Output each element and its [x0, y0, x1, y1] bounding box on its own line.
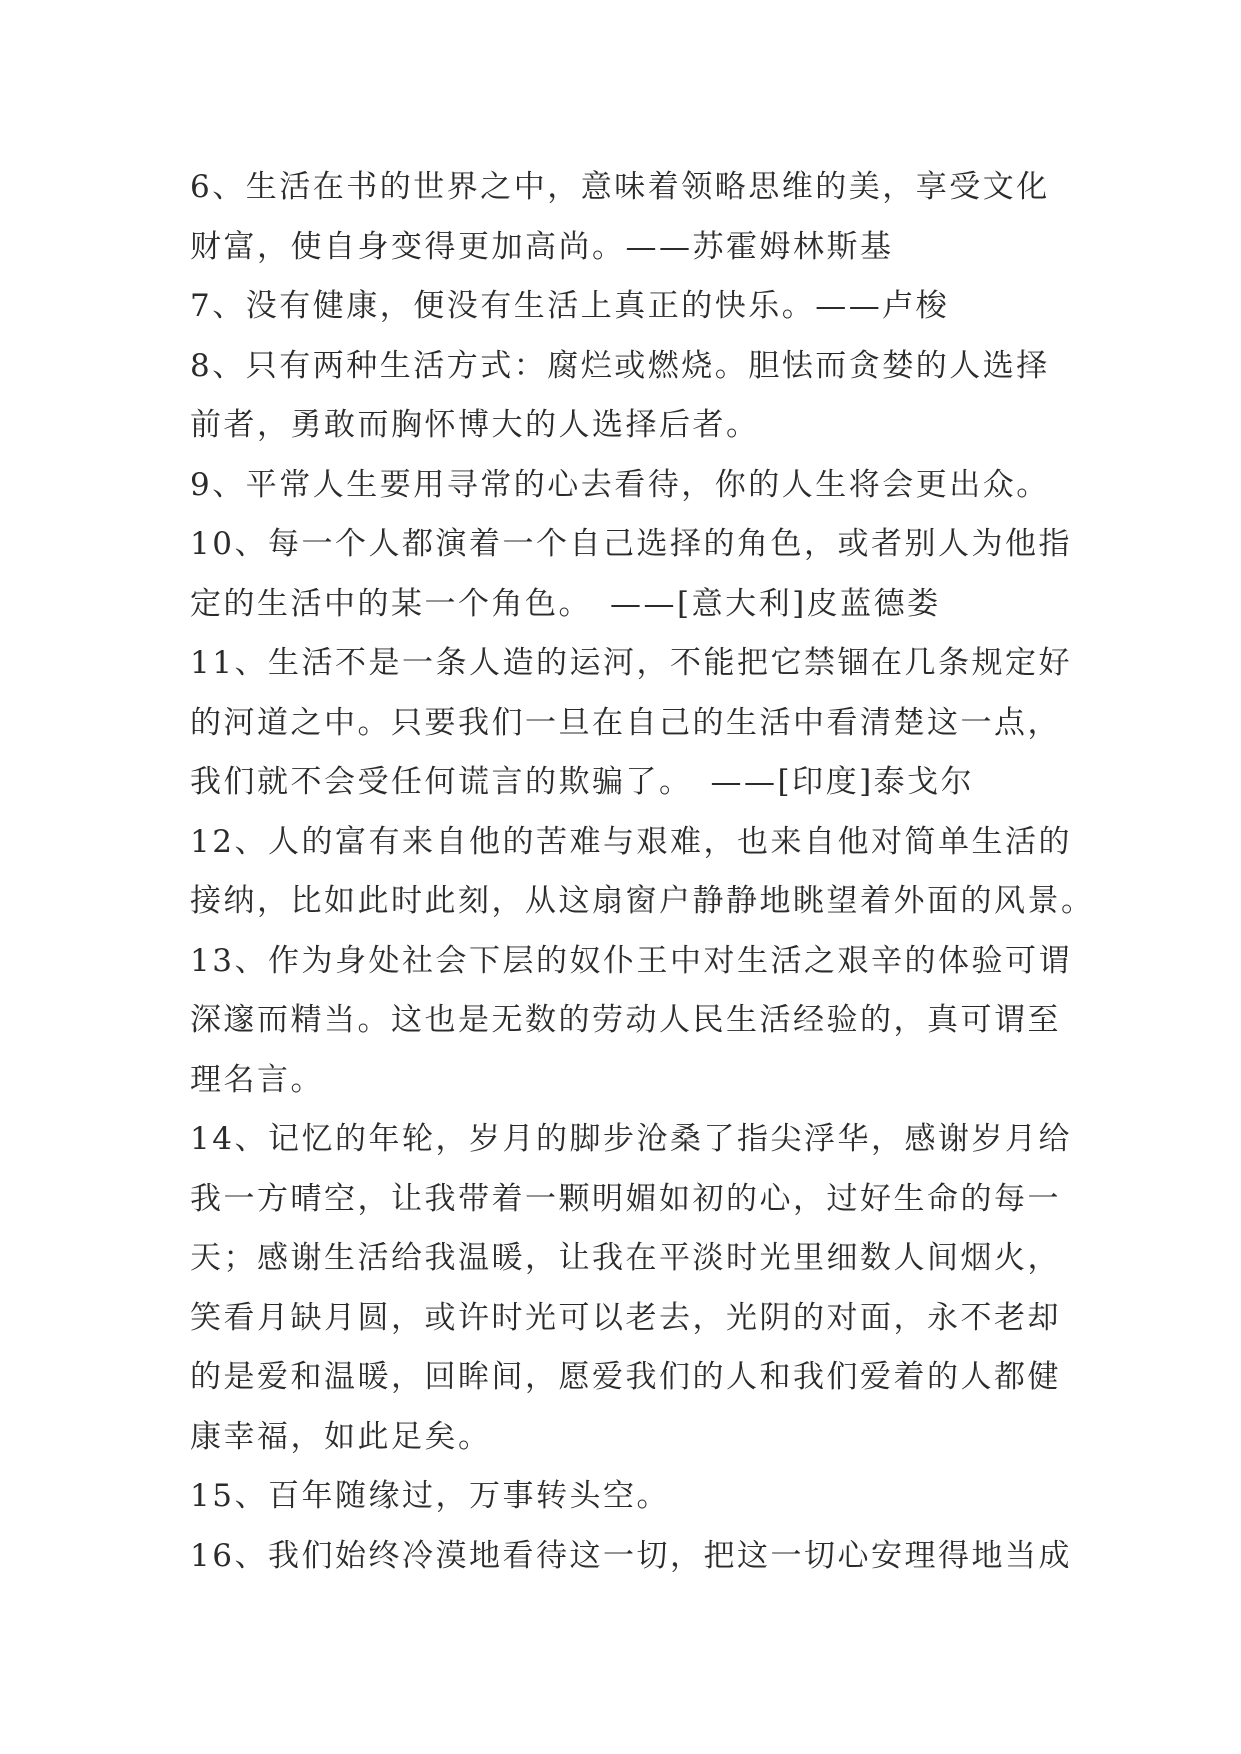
document-body: [190, 158, 1095, 1586]
text-line: 11、生活不是一条人造的运河，不能把它禁锢在几条规定好: [190, 645, 1072, 681]
text-line: 天；感谢生活给我温暖，让我在平淡时光里细数人间烟火，: [190, 1240, 1061, 1276]
text-line: 15、百年随缘过，万事转头空。: [190, 1478, 670, 1514]
text-line: 13、作为身处社会下层的奴仆王中对生活之艰辛的体验可谓: [190, 942, 1072, 979]
text-line: 12、人的富有来自他的苦难与艰难，也来自他对简单生活的: [190, 823, 1072, 860]
text-line: 深邃而精当。这也是无数的劳动人民生活经验的，真可谓至: [190, 1002, 1061, 1038]
text-line: 定的生活中的某一个角色。 ——[意大利]皮蓝德娄: [190, 585, 941, 622]
text-line: 前者，勇敢而胸怀博大的人选择后者。: [190, 407, 760, 443]
text-line: 笑看月缺月圆，或许时光可以老去，光阴的对面，永不老却: [190, 1299, 1061, 1336]
text-line: 的河道之中。只要我们一旦在自己的生活中看清楚这一点，: [190, 704, 1061, 741]
text-line: 10、每一个人都演着一个自己选择的角色，或者别人为他指: [190, 526, 1072, 562]
text-line: 14、记忆的年轮，岁月的脚步沧桑了指尖浮华，感谢岁月给: [190, 1121, 1072, 1157]
text-line: 的是爱和温暖，回眸间，愿爱我们的人和我们爱着的人都健: [190, 1359, 1061, 1395]
text-line: 9、平常人生要用寻常的心去看待，你的人生将会更出众。: [190, 466, 1050, 503]
text-line: 7、没有健康，便没有生活上真正的快乐。——卢梭: [190, 288, 950, 324]
text-line: 我一方晴空，让我带着一颗明媚如初的心，过好生命的每一: [190, 1180, 1061, 1217]
text-line: 财富，使自身变得更加高尚。——苏霍姆林斯基: [190, 228, 894, 265]
text-line: 16、我们始终冷漠地看待这一切，把这一切心安理得地当成: [190, 1537, 1072, 1574]
text-line: 接纳，比如此时此刻，从这扇窗户静静地眺望着外面的风景。: [190, 883, 1095, 919]
text-line: 我们就不会受任何谎言的欺骗了。 ——[印度]泰戈尔: [190, 764, 975, 800]
text-line: 康幸福，如此足矣。: [190, 1418, 492, 1455]
text-line: 6、生活在书的世界之中，意味着领略思维的美，享受文化: [190, 169, 1050, 205]
text-line: 8、只有两种生活方式：腐烂或燃烧。胆怯而贪婪的人选择: [190, 347, 1050, 384]
text-line: 理名言。: [190, 1061, 324, 1098]
